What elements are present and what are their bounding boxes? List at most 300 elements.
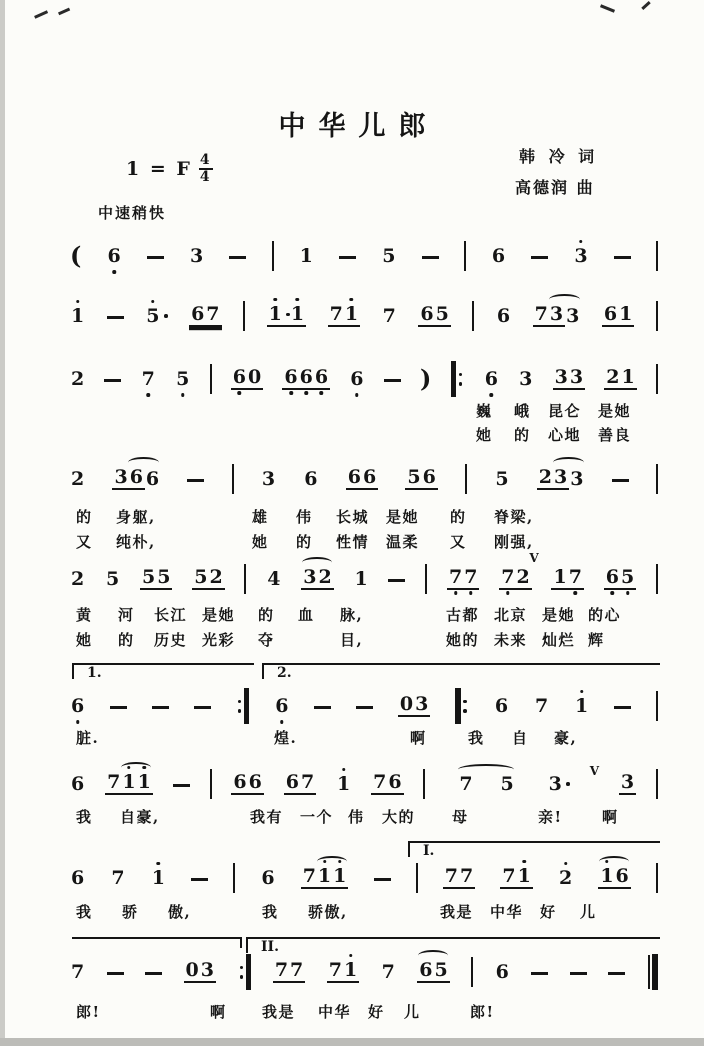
note-group bbox=[184, 958, 216, 984]
note bbox=[518, 367, 533, 390]
music-system bbox=[70, 762, 658, 806]
 bbox=[240, 966, 244, 970]
dash-hold bbox=[612, 479, 629, 482]
lyric-word: 她的 bbox=[446, 631, 480, 649]
key-signature bbox=[126, 153, 213, 184]
note bbox=[569, 365, 584, 388]
time-signature-top: 4 bbox=[199, 152, 212, 168]
note bbox=[599, 864, 614, 887]
volta-bracket bbox=[262, 663, 660, 679]
note-group bbox=[537, 465, 585, 491]
note bbox=[274, 694, 289, 717]
beam-underline bbox=[301, 565, 333, 591]
note bbox=[205, 302, 220, 325]
note-digit: 5 bbox=[194, 565, 208, 588]
lyric-word: 大的 bbox=[382, 808, 416, 826]
lyric-word: 骄 bbox=[122, 903, 139, 921]
lyric-word: 光彩 bbox=[202, 631, 236, 649]
key-signature-text: 1 = F bbox=[126, 157, 192, 180]
lyric-word: 豪, bbox=[554, 729, 578, 747]
lyric-word: 的 bbox=[450, 508, 467, 526]
note-digit: 3 bbox=[620, 770, 635, 793]
lyric-word: 亲! bbox=[538, 808, 563, 826]
note bbox=[515, 565, 530, 588]
note-digit: 7 bbox=[274, 958, 289, 981]
note-digit: 5 bbox=[157, 565, 171, 588]
note bbox=[433, 958, 448, 981]
note-group bbox=[371, 770, 403, 796]
lyric-word: 血 bbox=[298, 606, 315, 624]
note bbox=[548, 772, 570, 795]
note-group bbox=[602, 302, 634, 328]
dash-hold bbox=[104, 379, 121, 382]
volta-continuation-line bbox=[72, 937, 242, 948]
note-group bbox=[284, 770, 316, 796]
lyric-line bbox=[0, 629, 704, 651]
lyric-word: 我是 bbox=[262, 1003, 296, 1021]
note bbox=[266, 567, 281, 590]
note bbox=[501, 864, 516, 887]
volta-label: 1. bbox=[87, 665, 102, 681]
note-digit: 5 bbox=[495, 467, 509, 490]
note bbox=[193, 565, 208, 588]
note-low-octave: 6 bbox=[350, 367, 364, 390]
dash-hold bbox=[107, 316, 124, 319]
 bbox=[463, 691, 467, 721]
note-low-octave: 7 bbox=[449, 565, 463, 588]
note bbox=[110, 866, 125, 889]
note bbox=[615, 864, 630, 887]
note-group bbox=[551, 565, 583, 591]
dash-hold bbox=[422, 256, 439, 259]
note-high-octave: 1 bbox=[317, 864, 332, 887]
note-digit: 6 bbox=[603, 302, 618, 325]
note bbox=[484, 367, 499, 390]
note-group bbox=[231, 770, 263, 796]
lyric-word: 傲, bbox=[168, 903, 192, 921]
lyric-word: 她 bbox=[476, 426, 493, 444]
 bbox=[244, 688, 250, 724]
slur-tie bbox=[128, 457, 159, 468]
note-group bbox=[140, 565, 172, 591]
note bbox=[353, 567, 368, 590]
lyric-word: 历史 bbox=[154, 631, 188, 649]
dash-hold bbox=[531, 972, 548, 975]
augmentation-dot bbox=[566, 782, 570, 786]
lyric-word: 是她 bbox=[202, 606, 236, 624]
note-digit: 6 bbox=[419, 958, 433, 981]
dash-hold bbox=[173, 784, 190, 787]
note-high-octave: 1 bbox=[344, 302, 359, 325]
note-digit: 3 bbox=[303, 565, 317, 588]
lyric-word: 中华 bbox=[318, 1003, 352, 1021]
beam-underline bbox=[184, 958, 216, 984]
repeat-end-barline bbox=[237, 954, 251, 990]
lyric-word: 性情 bbox=[336, 533, 370, 551]
lyric-word: 夺 bbox=[258, 631, 275, 649]
barline bbox=[416, 863, 418, 893]
note-digit: 2 bbox=[318, 565, 332, 588]
note-digit: 7 bbox=[382, 304, 396, 327]
note-group bbox=[327, 958, 359, 984]
beam-underline bbox=[405, 465, 437, 491]
note-high-octave: 3 bbox=[574, 244, 588, 267]
note bbox=[151, 866, 166, 889]
note-digit: 3 bbox=[519, 367, 533, 390]
note-digit: 2 bbox=[71, 367, 85, 390]
lyric-word: 又 bbox=[450, 533, 467, 551]
note bbox=[208, 565, 223, 588]
note bbox=[406, 465, 421, 488]
note bbox=[129, 465, 144, 488]
note bbox=[314, 365, 329, 388]
note-digit: 6 bbox=[285, 770, 299, 793]
dash-hold bbox=[608, 972, 625, 975]
note bbox=[500, 565, 515, 588]
note bbox=[274, 958, 289, 981]
barline bbox=[656, 564, 658, 594]
lyric-word: 心地 bbox=[548, 426, 582, 444]
note bbox=[107, 244, 122, 267]
note-digit: 6 bbox=[422, 465, 436, 488]
beam-underline bbox=[267, 302, 306, 328]
note-digit: 5 bbox=[106, 567, 120, 590]
 bbox=[648, 955, 650, 989]
note-digit: 7 bbox=[300, 770, 315, 793]
note bbox=[349, 367, 364, 390]
note bbox=[189, 244, 204, 267]
note bbox=[549, 302, 564, 325]
note-group bbox=[301, 565, 333, 591]
lyric-word: 巍 bbox=[476, 402, 493, 420]
note bbox=[137, 770, 152, 793]
lyric-word: 辉 bbox=[588, 631, 605, 649]
note-digit: 3 bbox=[261, 467, 276, 490]
music-system bbox=[70, 950, 658, 994]
beam-underline bbox=[327, 958, 359, 984]
note-digit: 6 bbox=[495, 960, 509, 983]
note bbox=[70, 866, 85, 889]
lyric-word: 脏. bbox=[76, 729, 100, 747]
lyric-word: 自豪, bbox=[120, 808, 160, 826]
lyric-line bbox=[0, 806, 704, 828]
note bbox=[106, 770, 121, 793]
note bbox=[70, 694, 85, 717]
note-digit: 7 bbox=[107, 770, 121, 793]
dash-hold bbox=[356, 706, 373, 709]
note bbox=[145, 304, 167, 327]
scan-artifact bbox=[58, 8, 70, 15]
note bbox=[494, 467, 509, 490]
lyric-word: 是她 bbox=[598, 402, 632, 420]
lyric-word: 的心 bbox=[588, 606, 622, 624]
note bbox=[552, 565, 567, 588]
note bbox=[422, 465, 437, 488]
note-digit: 6 bbox=[71, 772, 85, 795]
note-digit: 0 bbox=[399, 692, 414, 715]
lyric-word: 的 bbox=[118, 631, 135, 649]
note-digit: 2 bbox=[71, 567, 85, 590]
note-digit: 7 bbox=[290, 958, 304, 981]
lyric-word: 我 bbox=[76, 808, 93, 826]
note bbox=[495, 960, 510, 983]
note bbox=[70, 772, 85, 795]
note-group bbox=[328, 302, 360, 328]
note-group bbox=[499, 550, 539, 591]
note-digit: 2 bbox=[516, 565, 530, 588]
volta-label: I. bbox=[423, 843, 435, 859]
note-group bbox=[417, 958, 449, 984]
slur-tie bbox=[553, 457, 584, 468]
note bbox=[620, 365, 635, 388]
note-low-octave: 7 bbox=[464, 565, 478, 588]
time-signature-bottom: 4 bbox=[199, 168, 212, 185]
note-digit: 6 bbox=[248, 770, 262, 793]
note bbox=[145, 467, 160, 490]
note-low-octave: 6 bbox=[71, 694, 85, 717]
note bbox=[283, 365, 298, 388]
note-digit: 5 bbox=[382, 244, 396, 267]
note bbox=[70, 467, 85, 490]
note-group bbox=[301, 864, 349, 890]
final-barline bbox=[646, 954, 658, 990]
note-digit: 6 bbox=[420, 302, 434, 325]
lyric-word: 伟 bbox=[296, 508, 313, 526]
page-title: 中华儿郎 bbox=[278, 111, 439, 142]
barline bbox=[471, 957, 473, 987]
 bbox=[459, 364, 463, 394]
note bbox=[500, 772, 515, 795]
note-digit: 0 bbox=[185, 958, 199, 981]
note-digit: 6 bbox=[261, 866, 275, 889]
barline bbox=[465, 464, 467, 494]
 bbox=[459, 382, 463, 386]
barline bbox=[656, 691, 658, 721]
barline bbox=[423, 769, 425, 799]
dash-hold bbox=[614, 706, 631, 709]
note bbox=[261, 467, 276, 490]
dash-hold bbox=[107, 972, 124, 975]
note bbox=[435, 302, 450, 325]
note-high-octave: 1 bbox=[71, 304, 85, 327]
note-group bbox=[405, 465, 437, 491]
dash-hold bbox=[314, 706, 331, 709]
beam-underline bbox=[140, 565, 172, 591]
lyric-word: 儿 bbox=[404, 1003, 421, 1021]
note bbox=[538, 465, 553, 488]
lyric-line bbox=[0, 400, 704, 422]
volta-bracket bbox=[246, 937, 660, 953]
 bbox=[246, 954, 252, 990]
lyric-word: 的 bbox=[296, 533, 313, 551]
lyric-word: 的 bbox=[76, 508, 93, 526]
beam-underline bbox=[284, 770, 316, 796]
note-digit: 7 bbox=[302, 864, 316, 887]
note bbox=[248, 770, 263, 793]
lyric-word: 长江 bbox=[154, 606, 188, 624]
beam-underline bbox=[282, 365, 330, 391]
lyric-word: 昆仑 bbox=[548, 402, 582, 420]
lyric-word: 母 bbox=[452, 808, 469, 826]
note bbox=[603, 302, 618, 325]
note-digit: 2 bbox=[71, 467, 85, 490]
note-digit: 4 bbox=[267, 567, 281, 590]
lyric-word: 北京 bbox=[494, 606, 528, 624]
note bbox=[573, 244, 588, 267]
note-group bbox=[282, 365, 330, 391]
note-digit: 7 bbox=[534, 302, 548, 325]
breath-mark: V bbox=[589, 764, 600, 778]
beam-underline bbox=[328, 302, 360, 328]
barline bbox=[656, 241, 658, 271]
note-digit: 3 bbox=[549, 302, 564, 325]
time-signature bbox=[199, 153, 213, 184]
beam-underline bbox=[533, 302, 565, 328]
note-high-octave: 1 bbox=[517, 864, 531, 887]
lyric-line bbox=[0, 901, 704, 923]
note-high-octave: 1 bbox=[333, 864, 347, 887]
note-digit: 5 bbox=[142, 565, 156, 588]
scan-artifact bbox=[641, 1, 650, 10]
beam-underline bbox=[500, 864, 532, 890]
note bbox=[343, 958, 358, 981]
lyric-word: 是她 bbox=[542, 606, 576, 624]
lyric-word: 伟 bbox=[348, 808, 365, 826]
lyric-word: 我有 bbox=[250, 808, 284, 826]
note-digit: 5 bbox=[500, 772, 514, 795]
note bbox=[517, 864, 532, 887]
note-digit: 3 bbox=[415, 692, 429, 715]
note-low-octave: 7 bbox=[501, 565, 515, 588]
note bbox=[448, 565, 463, 588]
music-system bbox=[70, 550, 658, 601]
dash-hold bbox=[570, 972, 587, 975]
note-digit: 6 bbox=[233, 770, 247, 793]
note-group bbox=[398, 692, 430, 718]
 bbox=[455, 688, 461, 724]
note bbox=[232, 770, 247, 793]
note bbox=[372, 770, 387, 793]
lyric-word: 我 bbox=[76, 903, 93, 921]
note bbox=[444, 864, 459, 887]
note-group bbox=[533, 302, 581, 328]
dash-hold bbox=[374, 878, 391, 881]
beam-underline bbox=[537, 465, 569, 491]
note bbox=[290, 302, 305, 325]
note bbox=[317, 864, 332, 887]
note-digit: 3 bbox=[548, 772, 562, 795]
note-low-octave: 7 bbox=[141, 367, 155, 390]
beam-underline bbox=[371, 770, 403, 796]
beam-underline bbox=[551, 565, 583, 591]
music-system bbox=[70, 684, 658, 728]
note-group bbox=[604, 565, 636, 591]
note-digit: 3 bbox=[570, 467, 584, 490]
augmentation-dot bbox=[164, 314, 168, 318]
note-group bbox=[231, 365, 263, 391]
note-digit: 6 bbox=[304, 467, 318, 490]
note-digit: 7 bbox=[459, 772, 473, 795]
note-high-octave: 1 bbox=[343, 958, 358, 981]
lyric-word: 骄傲, bbox=[308, 903, 348, 921]
note-digit: 7 bbox=[502, 864, 516, 887]
note-digit: 3 bbox=[200, 958, 214, 981]
note-digit: 7 bbox=[381, 960, 395, 983]
note-high-octave: 1 bbox=[122, 770, 136, 793]
slur-tie bbox=[549, 294, 580, 305]
beam-underline bbox=[346, 465, 378, 491]
dash-hold bbox=[194, 706, 211, 709]
note-digit: 2 bbox=[538, 465, 552, 488]
note-low-octave: 6 bbox=[275, 694, 289, 717]
lyric-word: 啊 bbox=[602, 808, 619, 826]
 bbox=[238, 691, 242, 721]
lyric-word: 峨 bbox=[514, 402, 531, 420]
lyric-line bbox=[0, 531, 704, 553]
note bbox=[113, 465, 128, 488]
barline bbox=[244, 564, 246, 594]
lyric-word: 目, bbox=[340, 631, 364, 649]
note bbox=[459, 864, 474, 887]
note-digit: 7 bbox=[534, 694, 549, 717]
lyric-word: 啊 bbox=[410, 729, 427, 747]
lyric-word: 好 bbox=[368, 1003, 385, 1021]
lyric-word: 儿 bbox=[580, 903, 597, 921]
dash-hold bbox=[339, 256, 356, 259]
beam-underline bbox=[231, 770, 263, 796]
note-digit: 6 bbox=[494, 694, 509, 717]
note bbox=[574, 694, 589, 717]
open-paren: ( bbox=[70, 241, 82, 270]
note bbox=[268, 302, 290, 325]
note-low-octave: 6 bbox=[232, 365, 246, 388]
note bbox=[419, 302, 434, 325]
barline bbox=[656, 364, 658, 394]
note bbox=[569, 467, 584, 490]
note bbox=[496, 304, 511, 327]
dash-hold bbox=[191, 878, 208, 881]
note bbox=[70, 367, 85, 390]
barline bbox=[656, 769, 658, 799]
beam-underline bbox=[301, 864, 349, 890]
note-digit: 1 bbox=[354, 567, 368, 590]
note bbox=[458, 772, 473, 795]
lyric-word: 我 bbox=[468, 729, 485, 747]
note-digit: 2 bbox=[606, 365, 620, 388]
 bbox=[463, 700, 467, 704]
lyric-word: 善良 bbox=[598, 426, 632, 444]
beam-underline bbox=[598, 864, 630, 890]
scan-artifact bbox=[34, 10, 48, 18]
note-digit: 5 bbox=[435, 302, 449, 325]
note bbox=[618, 302, 633, 325]
beam-underline bbox=[553, 365, 585, 391]
lyric-word: 是她 bbox=[386, 508, 420, 526]
beam-underline bbox=[604, 365, 636, 391]
lyric-line bbox=[0, 1001, 704, 1023]
note-group bbox=[273, 958, 305, 984]
note bbox=[141, 565, 156, 588]
lyric-word: 纯朴, bbox=[116, 533, 156, 551]
note-digit: 7 bbox=[328, 958, 342, 981]
note bbox=[399, 692, 414, 715]
beam-underline bbox=[447, 565, 479, 591]
lyric-word: 长城 bbox=[336, 508, 370, 526]
 bbox=[240, 975, 244, 979]
note-digit: 6 bbox=[347, 465, 361, 488]
note bbox=[200, 958, 215, 981]
note-digit: 7 bbox=[373, 770, 387, 793]
